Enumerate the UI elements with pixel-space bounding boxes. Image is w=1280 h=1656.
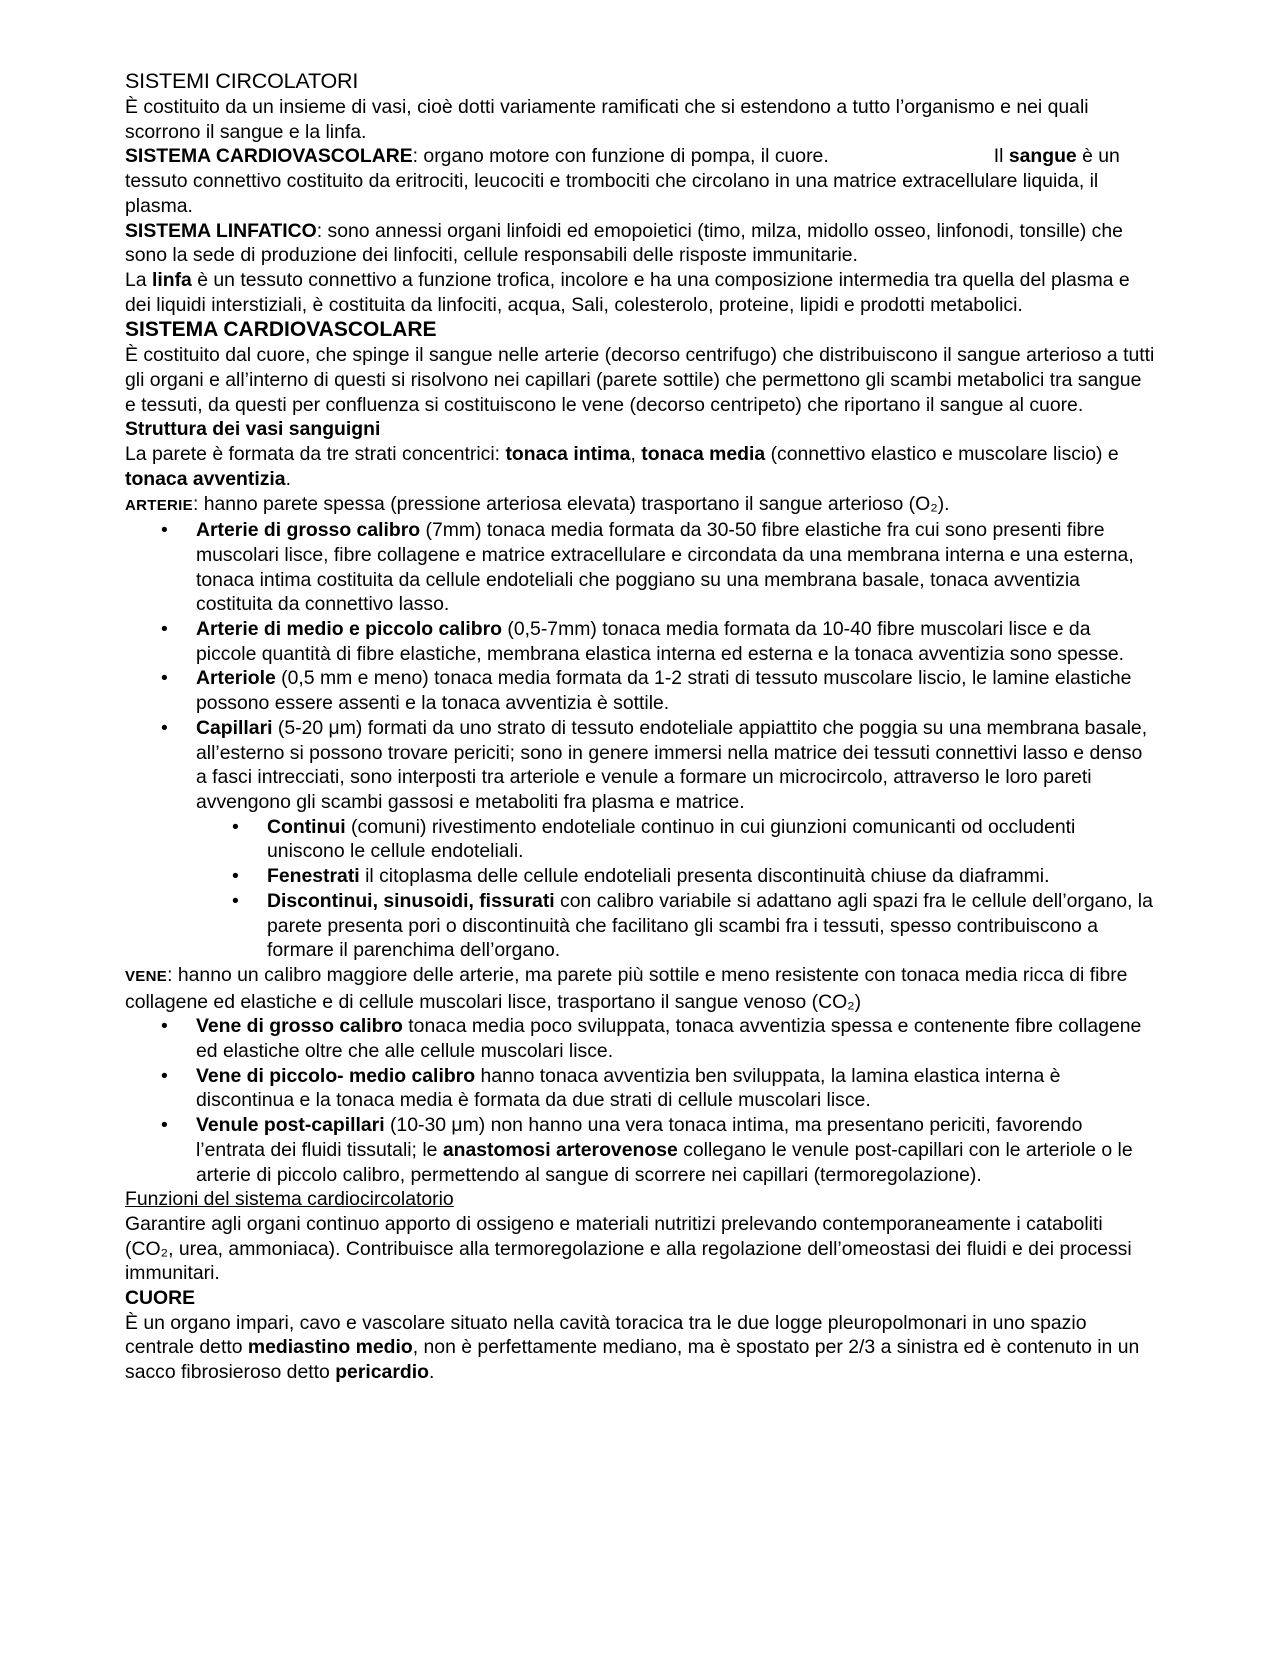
list-item: • Vene di grosso calibro tonaca media poco sviluppata, tonaca avventizia spessa e contenente fibre collagene ed elastiche oltre che alle cellule muscolari lisce. bbox=[125, 1014, 1155, 1063]
list-item: • Arterie di medio e piccolo calibro (0,5-7mm) tonaca media formata da 10-40 fibre muscolari lisce e da piccole quantità di fibre elastiche, membrana elastica interna ed esterna e la tonaca avventizia sono spesse. bbox=[125, 617, 1155, 666]
list-item: • Vene di piccolo- medio calibro hanno tonaca avventizia ben sviluppata, la lamina elastica interna è discontinua e la tonaca media è formata da due strati di cellule muscolari lisce. bbox=[125, 1064, 1155, 1113]
document-page bbox=[125, 68, 1155, 1385]
arterie-label: ARTERIE bbox=[125, 496, 193, 514]
parete-paragraph: La parete è formata da tre strati concentrici: tonaca intima, tonaca media (connettivo elastico e muscolare liscio) e tonaca avventizia. bbox=[125, 443, 1119, 490]
list-item: • Discontinui, sinusoidi, fissurati con calibro variabile si adattano agli spazi fra le cellule dell’organo, la parete presenta pori o discontinuità che facilitano gli scambi fra i tessuti, spesso contribuiscono a formare il parenchima dell’organo. bbox=[125, 889, 1155, 963]
list-item: • Capillari (5-20 μm) formati da uno strato di tessuto endoteliale appiattito che poggia su una membrana basale, all’esterno si possono trovare periciti; sono in genere immersi nella matrice dei tessuti connettivi lasso e denso a fasci intrecciati, sono interposti tra arteriole e venule a formare un microcircolo, attraverso le loro pareti avvengono gli scambi gassosi e metaboliti fra plasma e matrice. • Continui (comuni) rivestimento endoteliale continuo in cui giunzioni comunicanti od occludenti uniscono le cellule endoteliali. • Fenestrati il citoplasma delle cellule endoteliali presenta discontinuità chiuse da diaframmi. • Discontinui, sinusoidi, fissurati con calibro variabile si adattano agli spazi fra le cellule dell’organo, la parete presenta pori o discontinuità che facilitano gli scambi fra i tessuti, spesso contribuiscono a formare il parenchima dell’organo. bbox=[125, 716, 1155, 963]
list-item: • Arterie di grosso calibro (7mm) tonaca media formata da 30-50 fibre elastiche fra cui sono presenti fibre muscolari lisce, fibre collagene e matrice extracellulare e circondata da una membrana interna e una esterna, tonaca intima costituita da cellule endoteliali che poggiano su una membrana basale, tonaca avventizia costituita da connettivo lasso. bbox=[125, 518, 1155, 617]
heading-funzioni: Funzioni del sistema cardiocircolatorio bbox=[125, 1188, 454, 1211]
linfa-term: linfa bbox=[151, 268, 192, 291]
sangue-term: sangue bbox=[1008, 145, 1077, 168]
intro-paragraph: È costituito da un insieme di vasi, cioè dotti variamente ramificati che si estendono a tutto l’organismo e nei quali scorrono il sangue e la linfa. bbox=[125, 96, 1089, 143]
linfatico-definition: SISTEMA LINFATICO: sono annessi organi linfoidi ed emopoietici (timo, milza, midollo osseo, linfonodi, tonsille) che sono la sede di produzione dei linfociti, cellule responsabili delle risposte immunitarie. bbox=[125, 219, 1123, 267]
heading-struttura: Struttura dei vasi sanguigni bbox=[125, 418, 381, 441]
arterie-paragraph: ARTERIE: hanno parete spessa (pressione arteriosa elevata) trasportano il sangue arterioso (O₂). bbox=[125, 492, 950, 515]
list-item: • Venule post-capillari (10-30 μm) non hanno una vera tonaca intima, ma presentano periciti, favorendo l’entrata dei fluidi tissutali; le anastomosi arterovenose collegano le venule post-capillari con le arteriole o le arterie di piccolo calibro, permettendo al sangue di scorrere nei capillari (termoregolazione). bbox=[125, 1113, 1155, 1187]
list-item: • Fenestrati il citoplasma delle cellule endoteliali presenta discontinuità chiuse da diaframmi. bbox=[125, 864, 1155, 889]
vene-label: VENE bbox=[125, 967, 168, 985]
linfatico-label: SISTEMA LINFATICO bbox=[125, 219, 317, 242]
heading-cuore: CUORE bbox=[125, 1287, 196, 1310]
heading-cardiovascolare: SISTEMA CARDIOVASCOLARE bbox=[125, 318, 437, 342]
funzioni-paragraph: Garantire agli organi continuo apporto di ossigeno e materiali nutritizi prelevando contemporaneamente i cataboliti (CO₂, urea, ammoniaca). Contribuisce alla termoregolazione e alla regolazione dell’omeostasi dei fluidi e dei processi immunitari. bbox=[125, 1212, 1132, 1285]
linfa-definition: La linfa è un tessuto connettivo a funzione trofica, incolore e ha una composizione intermedia tra quella del plasma e dei liquidi interstiziali, è costituita da linfociti, acqua, Sali, colesterolo, proteine, lipidi e prodotti metabolici. bbox=[125, 268, 1130, 316]
vene-list bbox=[125, 1014, 1155, 1187]
cardio-label: SISTEMA CARDIOVASCOLARE bbox=[125, 145, 413, 168]
cuore-paragraph: È un organo impari, cavo e vascolare situato nella cavità toracica tra le due logge pleuropolmonari in uno spazio centrale detto mediastino medio, non è perfettamente mediano, ma è spostato per 2/3 a sinistra ed è contenuto in un sacco fibrosieroso detto pericardio. bbox=[125, 1311, 1140, 1384]
arterie-list bbox=[125, 518, 1155, 963]
capillari-sublist bbox=[196, 815, 1155, 963]
page-title: SISTEMI CIRCOLATORI bbox=[125, 69, 359, 93]
cardio-definition: SISTEMA CARDIOVASCOLARE: organo motore con funzione di pompa, il cuore. Il sangue è un tessuto connettivo costituito da eritrociti, leucociti e trombociti che circolano in una matrice extracellulare liquida, il plasma. bbox=[125, 145, 1120, 217]
vene-paragraph: VENE: hanno un calibro maggiore delle arterie, ma parete più sottile e meno resistente con tonaca media ricca di fibre collagene ed elastiche e di cellule muscolari lisce, trasportano il sangue venoso (CO₂) bbox=[125, 963, 1128, 1013]
list-item: • Arteriole (0,5 mm e meno) tonaca media formata da 1-2 strati di tessuto muscolare liscio, le lamine elastiche possono essere assenti e la tonaca avventizia è sottile. bbox=[125, 666, 1155, 715]
list-item: • Continui (comuni) rivestimento endoteliale continuo in cui giunzioni comunicanti od occludenti uniscono le cellule endoteliali. bbox=[125, 815, 1155, 864]
cardio-paragraph: È costituito dal cuore, che spinge il sangue nelle arterie (decorso centrifugo) che distribuiscono il sangue arterioso a tutti gli organi e all’interno di questi si risolvono nei capillari (parete sottile) che permettono gli scambi metabolici tra sangue e tessuti, da questi per confluenza si costituiscono le vene (decorso centripeto) che riportano il sangue al cuore. bbox=[125, 344, 1155, 416]
